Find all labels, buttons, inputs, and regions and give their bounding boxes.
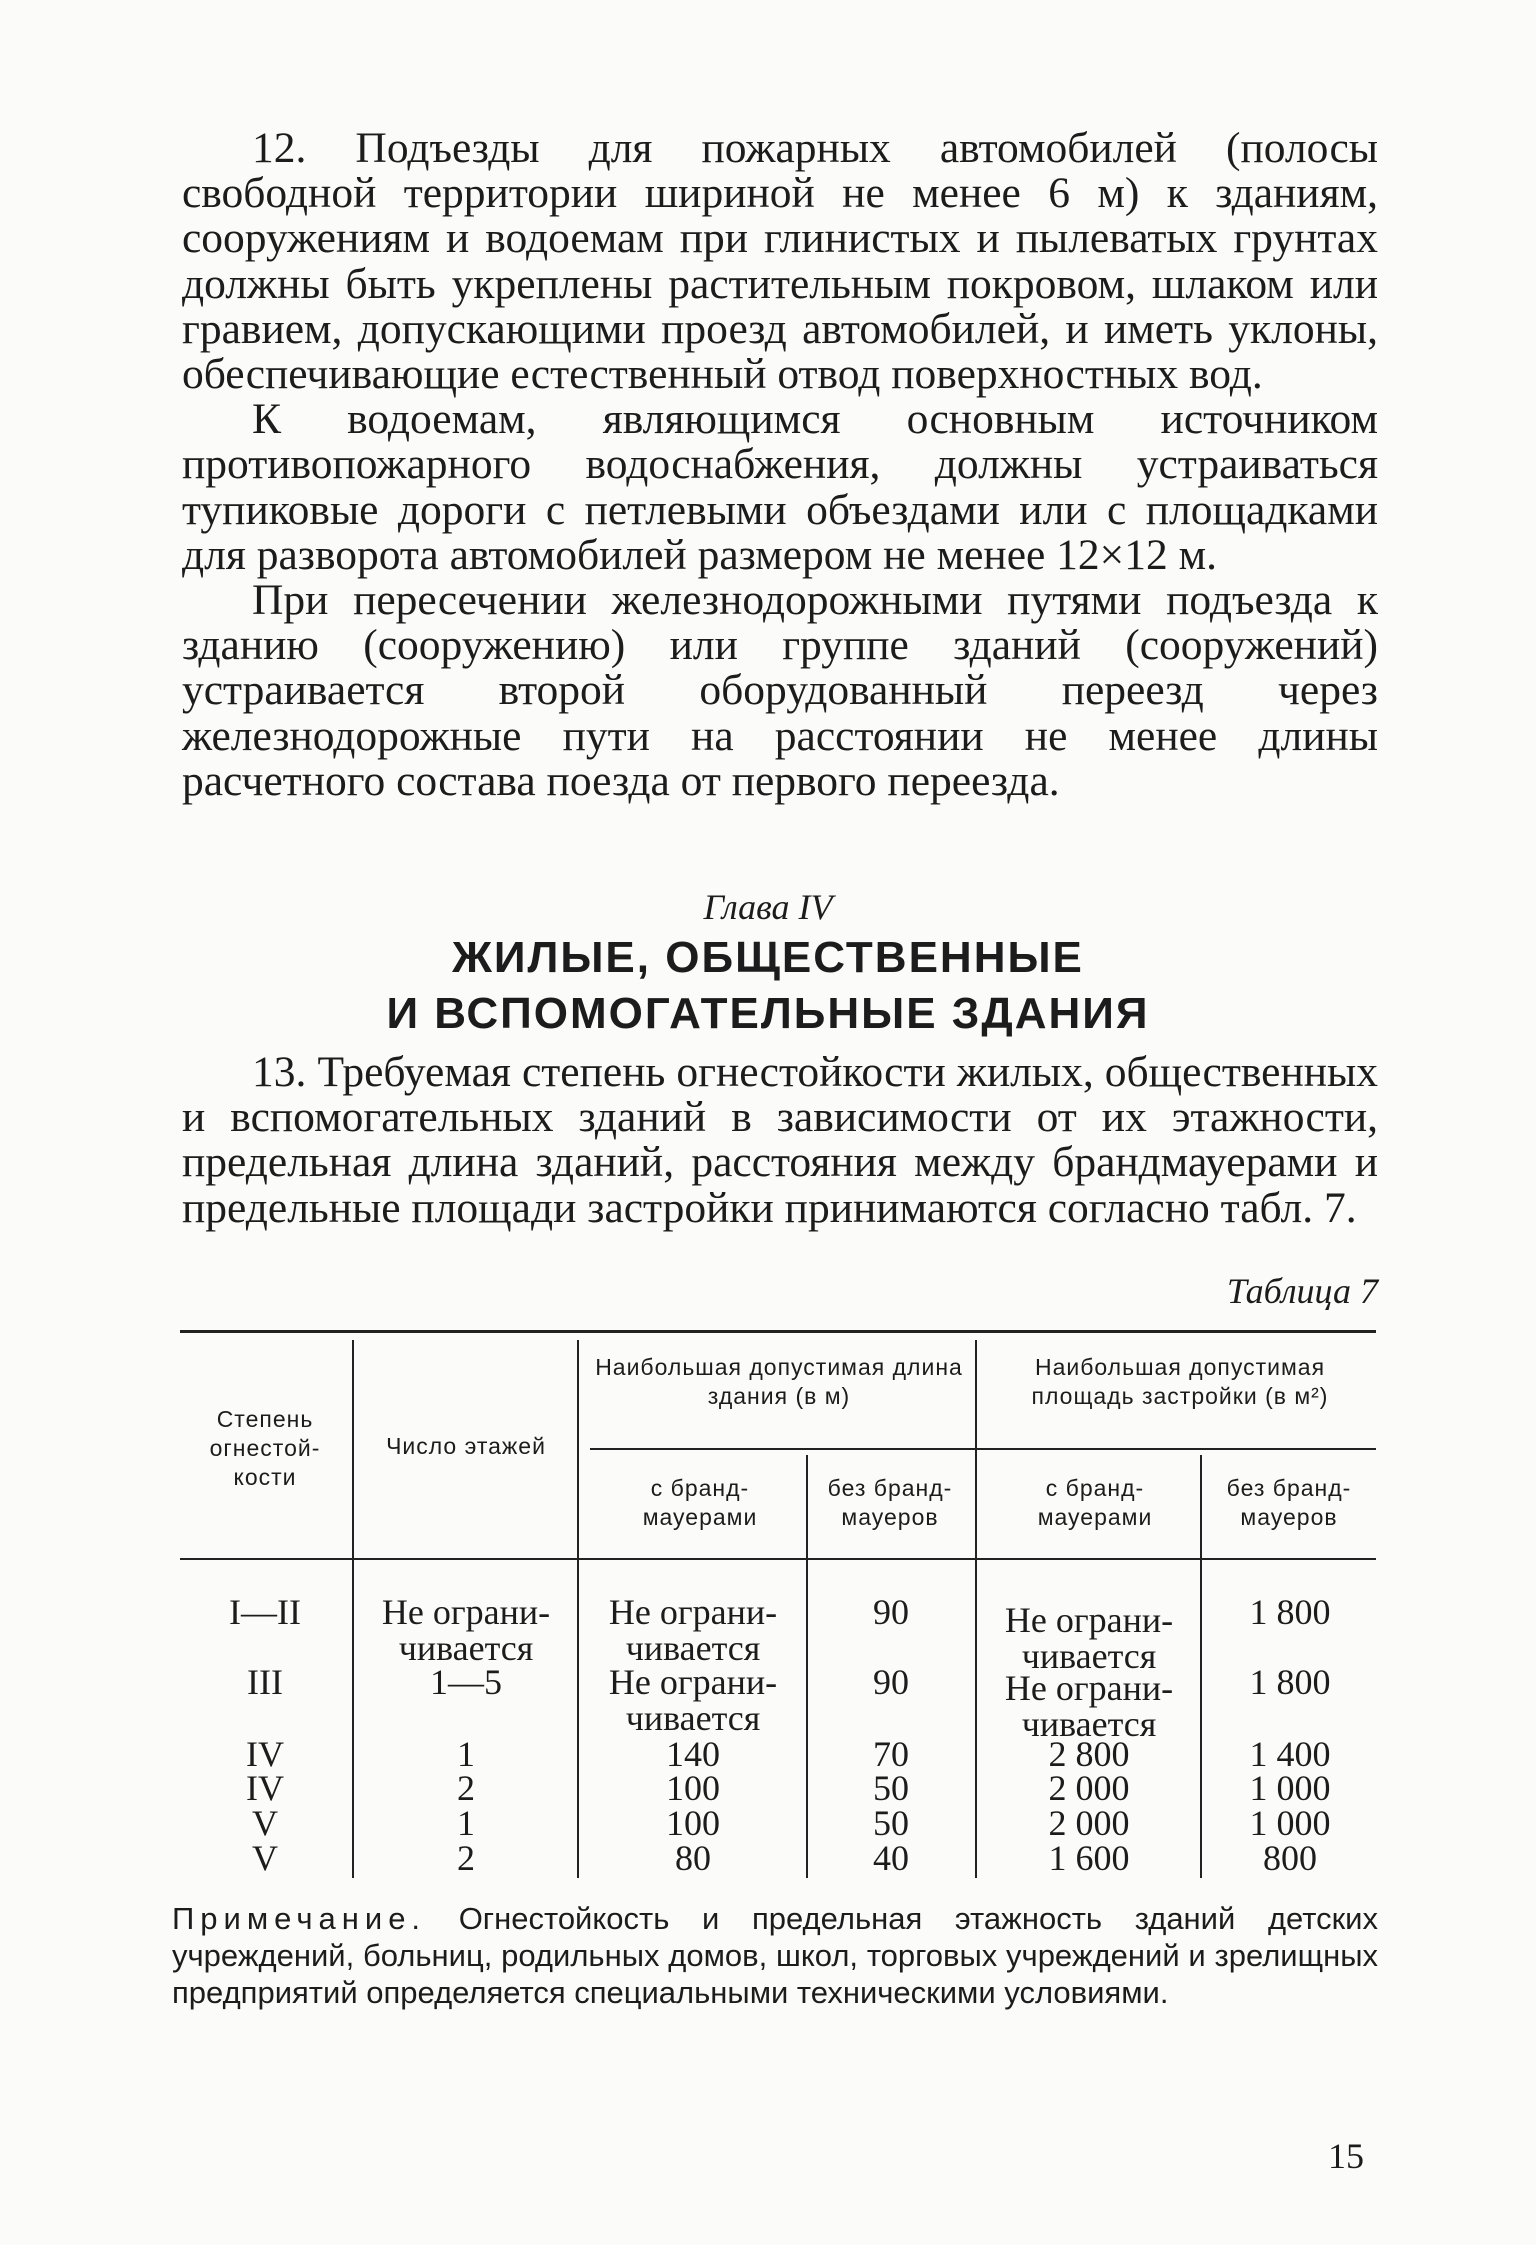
table-cell: 2 800 <box>1048 1734 1130 1774</box>
paragraph-13-block <box>182 1050 1378 1231</box>
table-cell: 70 <box>873 1734 909 1774</box>
header-length-without-firewalls: без бранд-мауеров <box>827 1475 953 1530</box>
table-col-divider <box>806 1455 808 1878</box>
table-col-divider <box>352 1340 354 1878</box>
paragraph-railway-crossing: При пересечении железнодорожными путями подъезда к зданию (сооружению) или группе зданий (сооружений) устраивается второй оборудованный переезд через железнодорожные пути на расстоянии не менее длины расчетного состава поезда от первого переезда. <box>182 576 1378 805</box>
table-cell: Не ограни-чивается <box>608 1592 778 1668</box>
table-note <box>172 1900 1378 2011</box>
header-area-with-firewalls: с бранд-мауерами <box>1037 1475 1153 1530</box>
table-subheader-rule <box>590 1448 1376 1450</box>
table-top-rule <box>180 1330 1376 1333</box>
table-cell: 1 000 <box>1249 1768 1331 1808</box>
table-cell: 90 <box>873 1662 909 1702</box>
table-cell: 80 <box>675 1838 711 1878</box>
table-col-divider <box>1200 1455 1202 1878</box>
table-cell: 1 <box>457 1734 475 1774</box>
paragraph-12: 12. Подъезды для пожарных автомобилей (полосы свободной территории шириной не менее 6 м) к зданиям, сооружениям и водоемам при глинистых и пылеватых грунтах должны быть укреплены растительным покровом, шлаком или гравием, допускающими проезд автомобилей, и иметь уклоны, обеспечивающие естественный отвод поверхностных вод. <box>182 124 1378 399</box>
table-col-divider <box>975 1340 977 1878</box>
table-cell: 800 <box>1263 1838 1317 1878</box>
paragraph-12-block <box>182 126 1378 804</box>
table-cell: V <box>252 1803 278 1843</box>
table-cell: 2 000 <box>1048 1768 1130 1808</box>
table-cell: 100 <box>666 1768 720 1808</box>
page-number: 15 <box>1328 2136 1364 2176</box>
table-cell: IV <box>246 1768 284 1808</box>
table-cell: 40 <box>873 1838 909 1878</box>
chapter-label: Глава IV <box>703 887 833 927</box>
table-header-bottom-rule <box>180 1558 1376 1560</box>
header-length-with-firewalls: с бранд-мауерами <box>642 1475 758 1530</box>
paragraph-reservoirs: К водоемам, являющимся основным источником противопожарного водоснабжения, должны устраиваться тупиковые дороги с петлевыми объездами или с площадками для разворота автомобилей размером не менее 12×12 м. <box>182 395 1378 579</box>
table-cell: 1 800 <box>1249 1662 1331 1702</box>
chapter-title-line-2: И ВСПОМОГАТЕЛЬНЫЕ ЗДАНИЯ <box>386 989 1150 1038</box>
table-cell: Не ограни-чивается <box>381 1592 551 1668</box>
header-area-group: Наибольшая допустимая площадь застройки (в м²) <box>1031 1354 1329 1409</box>
table-cell: Не ограни-чивается <box>1004 1668 1174 1744</box>
table-cell: 1 600 <box>1048 1838 1130 1878</box>
table-cell: 2 000 <box>1048 1803 1130 1843</box>
table-caption: Таблица 7 <box>1226 1271 1378 1311</box>
header-floors: Число этажей <box>386 1433 546 1459</box>
note-label: Примечание. <box>172 1901 427 1936</box>
table-cell: 50 <box>873 1803 909 1843</box>
table-cell: III <box>247 1662 283 1702</box>
table-cell: Не ограни-чивается <box>1004 1600 1174 1676</box>
header-area-without-firewalls: без бранд-мауеров <box>1226 1475 1352 1530</box>
table-cell: I—II <box>229 1592 301 1632</box>
table-cell: 90 <box>873 1592 909 1632</box>
table-cell: 50 <box>873 1768 909 1808</box>
table-cell: 140 <box>666 1734 720 1774</box>
table-cell: V <box>252 1838 278 1878</box>
table-cell: Не ограни-чивается <box>608 1662 778 1738</box>
note-text: Огнестойкость и предельная этажность зданий детских учреждений, больниц, родильных домов, школ, торговых учреждений и зрелищных предприятий определяется специальными техническими условиями. <box>172 1901 1378 2010</box>
header-length-group: Наибольшая допустимая длина здания (в м) <box>595 1354 963 1409</box>
table-cell: 1 400 <box>1249 1734 1331 1774</box>
table-cell: IV <box>246 1734 284 1774</box>
paragraph-13: 13. Требуемая степень огнестойкости жилых, общественных и вспомогательных зданий в зависимости от их этажности, предельная длина зданий, расстояния между брандмауерами и предельные площади застройки принимаются согласно табл. 7. <box>182 1048 1378 1232</box>
table-cell: 1 800 <box>1249 1592 1331 1632</box>
table-cell: 100 <box>666 1803 720 1843</box>
chapter-title <box>0 930 1536 1042</box>
table-cell: 1—5 <box>430 1662 502 1702</box>
table-cell: 2 <box>457 1768 475 1808</box>
table-cell: 2 <box>457 1838 475 1878</box>
table-cell: 1 <box>457 1803 475 1843</box>
header-degree: Степень огнестой-кости <box>209 1406 321 1490</box>
table-col-divider <box>577 1340 579 1878</box>
table-cell: 1 000 <box>1249 1803 1331 1843</box>
chapter-title-line-1: ЖИЛЫЕ, ОБЩЕСТВЕННЫЕ <box>452 933 1084 982</box>
